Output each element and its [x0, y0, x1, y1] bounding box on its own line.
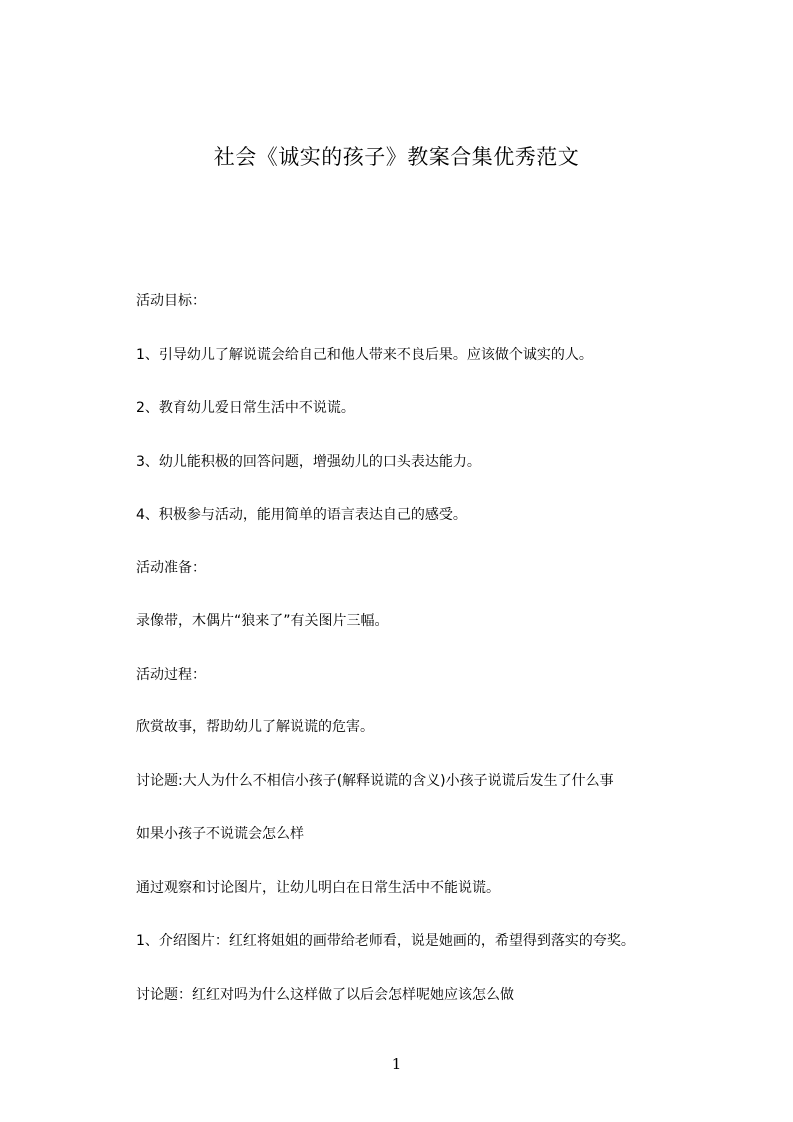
- process-step-pictures: 通过观察和讨论图片，让幼儿明白在日常生活中不能说谎。: [136, 880, 500, 896]
- objective-item-2: 2、教育幼儿爱日常生活中不说谎。: [136, 400, 355, 416]
- objective-item-1: 1、引导幼儿了解说谎会给自己和他人带来不良后果。应该做个诚实的人。: [136, 347, 593, 363]
- discussion-question-1: 讨论题:大人为什么不相信小孩子(解释说谎的含义)小孩子说谎后发生了什么事: [136, 773, 614, 789]
- discussion-question-1-continued: 如果小孩子不说谎会怎么样: [136, 826, 304, 842]
- document-title: 社会《诚实的孩子》教案合集优秀范文: [213, 145, 580, 169]
- objective-item-3: 3、幼儿能积极的回答问题，增强幼儿的口头表达能力。: [136, 454, 481, 470]
- section-heading-preparation: 活动准备：: [136, 560, 206, 576]
- discussion-question-2: 讨论题：红红对吗为什么这样做了以后会怎样呢她应该怎么做: [136, 987, 514, 1003]
- process-step-story: 欣赏故事，帮助幼儿了解说谎的危害。: [136, 719, 374, 735]
- page-number: 1: [391, 1055, 402, 1073]
- section-heading-objectives: 活动目标：: [136, 293, 206, 309]
- picture-intro-item-1: 1、介绍图片：红红将姐姐的画带给老师看，说是她画的，希望得到落实的夸奖。: [136, 933, 635, 949]
- section-heading-process: 活动过程：: [136, 667, 206, 683]
- preparation-text: 录像带，木偶片“狼来了”有关图片三幅。: [136, 613, 389, 629]
- objective-item-4: 4、积极参与活动，能用简单的语言表达自己的感受。: [136, 507, 467, 523]
